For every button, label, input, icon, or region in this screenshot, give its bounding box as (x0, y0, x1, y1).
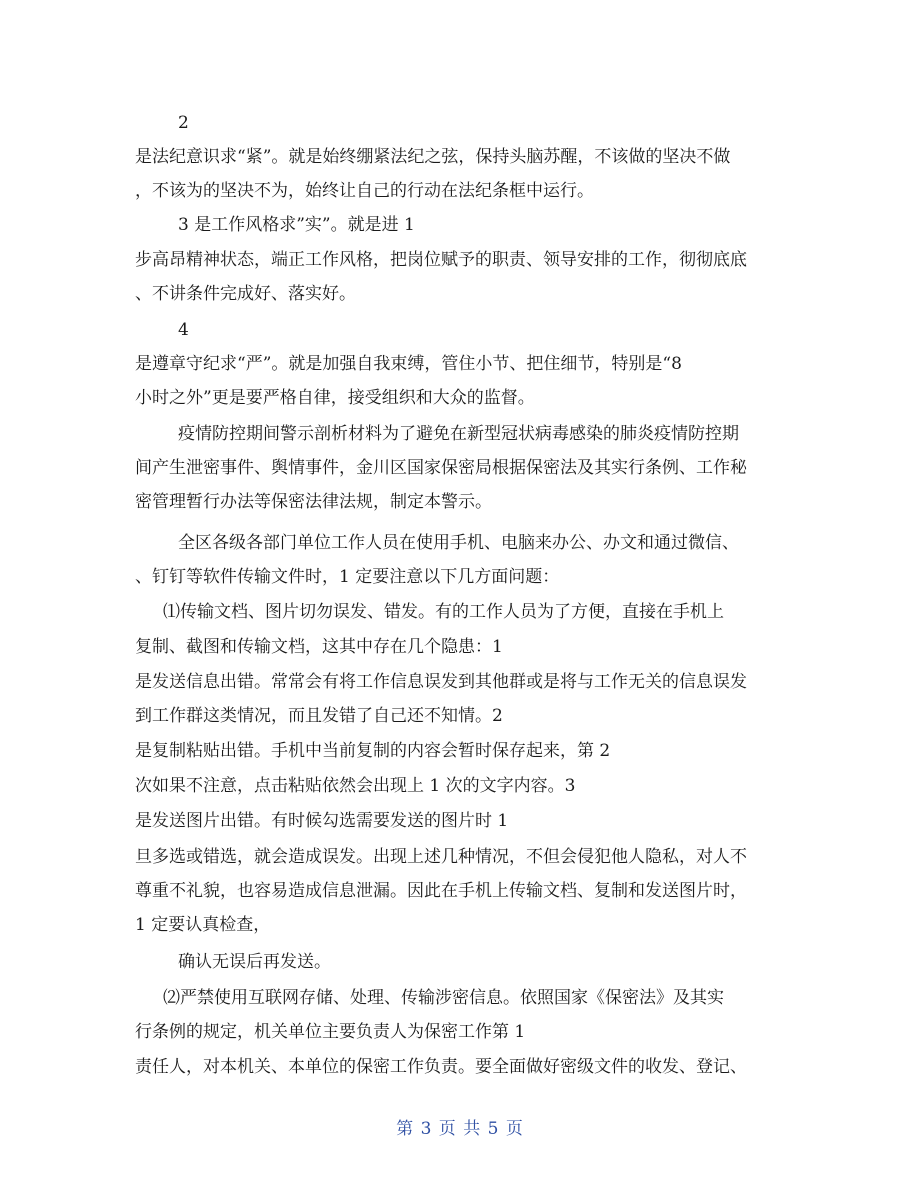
body-line: 确认无误后再发送。 (178, 952, 331, 972)
body-line: 、钉钉等软件传输文件时，1 定要注意以下几方面问题： (135, 567, 560, 587)
body-line: 疫情防控期间警示剖析材料为了避免在新型冠状病毒感染的肺炎疫情防控期 (178, 424, 739, 444)
body-line: 1 定要认真检查， (135, 915, 271, 935)
body-line: 2 (178, 113, 189, 133)
body-line: 4 (178, 320, 189, 340)
body-line: 责任人，对本机关、本单位的保密工作负责。要全面做好密级文件的收发、登记、 (135, 1057, 747, 1077)
body-line: 密管理暂行办法等保密法律法规，制定本警示。 (135, 492, 492, 512)
body-line: 复制、截图和传输文档，这其中存在几个隐患：1 (135, 637, 503, 657)
page-number-footer: 第 3 页 共 5 页 (396, 1119, 524, 1139)
body-line: 步高昂精神状态，端正工作风格，把岗位赋予的职责、领导安排的工作，彻彻底底 (135, 250, 747, 270)
body-line: 全区各级各部门单位工作人员在使用手机、电脑来办公、办文和通过微信、 (178, 533, 739, 553)
body-line: 尊重不礼貌，也容易造成信息泄漏。因此在手机上传输文档、复制和发送图片时， (135, 881, 747, 901)
body-line: 是遵章守纪求“严”。就是加强自我束缚，管住小节、把住细节，特别是“8 (135, 354, 682, 374)
body-line: 行条例的规定，机关单位主要负责人为保密工作第 1 (135, 1022, 526, 1042)
body-line: 是复制粘贴出错。手机中当前复制的内容会暂时保存起来，第 2 (135, 741, 611, 761)
body-line: 间产生泄密事件、舆情事件，金川区国家保密局根据保密法及其实行条例、工作秘 (135, 458, 747, 478)
body-line: 到工作群这类情况，而且发错了自己还不知情。2 (135, 706, 503, 726)
body-line: ⑵严禁使用互联网存储、处理、传输涉密信息。依照国家《保密法》及其实 (163, 988, 724, 1008)
body-line: 旦多选或错选，就会造成误发。出现上述几种情况，不但会侵犯他人隐私，对人不 (135, 847, 747, 867)
body-line: 、不讲条件完成好、落实好。 (135, 284, 356, 304)
body-line: ⑴传输文档、图片切勿误发、错发。有的工作人员为了方便，直接在手机上 (163, 602, 724, 622)
body-line: 是发送信息出错。常常会有将工作信息误发到其他群或是将与工作无关的信息误发 (135, 672, 747, 692)
body-line: 是法纪意识求“紧”。就是始终绷紧法纪之弦，保持头脑苏醒，不该做的坚决不做 (135, 147, 731, 167)
body-line: 是发送图片出错。有时候勾选需要发送的图片时 1 (135, 811, 509, 831)
body-line: 3 是工作风格求”实”。就是进 1 (178, 215, 415, 235)
body-line: 次如果不注意，点击粘贴依然会出现上 1 次的文字内容。3 (135, 776, 576, 796)
body-line: ，不该为的坚决不为，始终让自己的行动在法纪条框中运行。 (135, 181, 594, 201)
body-line: 小时之外”更是要严格自律，接受组织和大众的监督。 (135, 388, 535, 408)
